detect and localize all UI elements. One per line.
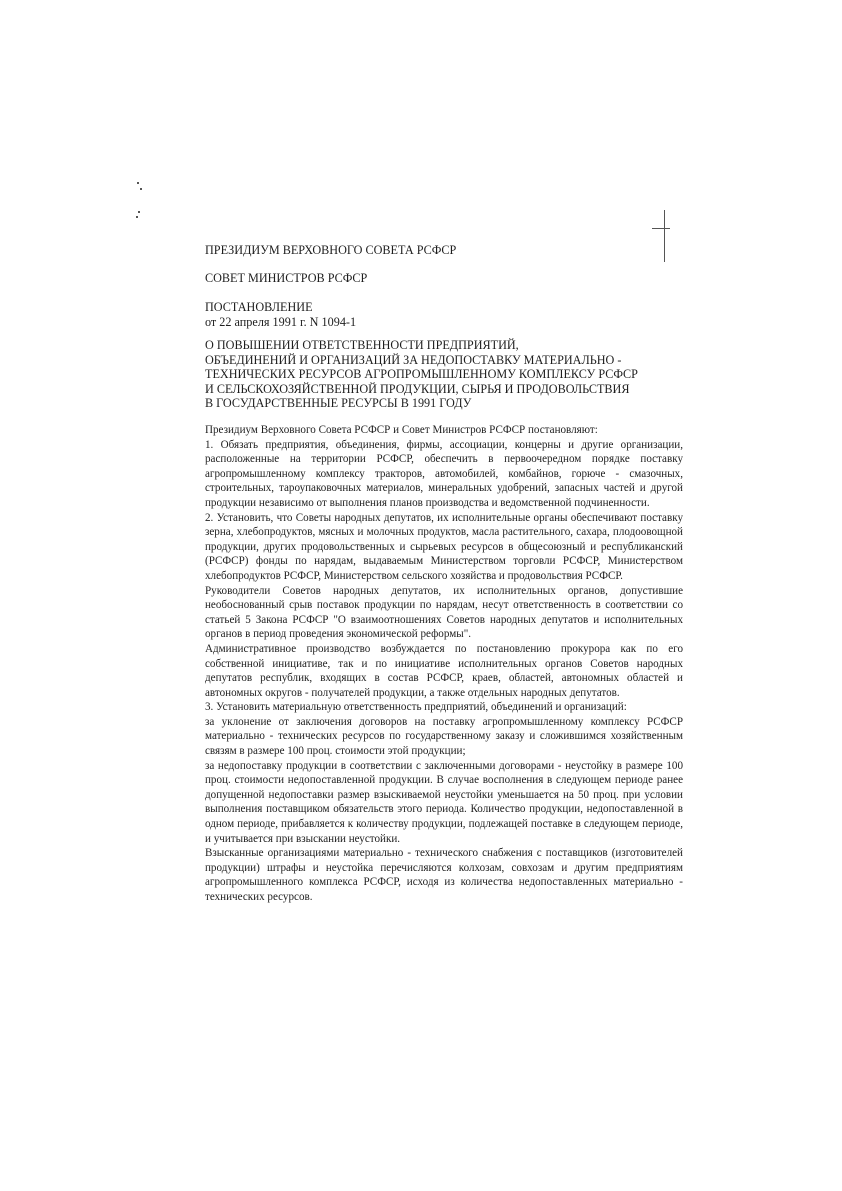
paragraph: Административное производство возбуждается по постановлению прокурора как по его собственной инициативе, так и по инициативе исполнительных органов Советов народных депутатов республик, входящих в состав РСФСР, краев, областей, автономных областей и автономных округов - получателей продукции, а также отдельных народных депутатов. [205, 642, 683, 699]
scan-speck [140, 188, 142, 190]
title-line: В ГОСУДАРСТВЕННЫЕ РЕСУРСЫ В 1991 ГОДУ [205, 396, 472, 411]
document-body [205, 423, 683, 905]
issuer-council-of-ministers: СОВЕТ МИНИСТРОВ РСФСР [205, 271, 368, 285]
paragraph-item-3: 3. Установить материальную ответственность предприятий, объединений и организаций: [205, 701, 627, 714]
title-line: О ПОВЫШЕНИИ ОТВЕТСТВЕННОСТИ ПРЕДПРИЯТИЙ, [205, 338, 519, 352]
handwritten-mark-horizontal [652, 228, 670, 229]
scan-speck [136, 216, 138, 218]
scan-speck [138, 211, 140, 213]
issuer-presidium: ПРЕЗИДИУМ ВЕРХОВНОГО СОВЕТА РСФСР [205, 243, 457, 257]
title-line: И СЕЛЬСКОХОЗЯЙСТВЕННОЙ ПРОДУКЦИИ, СЫРЬЯ И ПРОДОВОЛЬСТВИЯ [205, 381, 630, 396]
paragraph: Взысканные организациями материально - технического снабжения с поставщиков (изготовителей продукции) штрафы и неустойка перечисляются колхозам, совхозам и другим предприятиям агропромышленного комплекса РСФСР, исходя из количества недопоставленных материально - технических ресурсов. [205, 847, 683, 903]
paragraph-item-1: 1. Обязать предприятия, объединения, фирмы, ассоциации, концерны и другие организации, расположенные на территории РСФСР, обеспечить в первоочередном порядке поставку агропромышленному комплексу тракторов, автомобилей, комбайнов, горюче - смазочных, строительных, тароупаковочных материалов, минеральных удобрений, запасных частей и другой продукции независимо от выполнения планов производства и ведомственной подчиненности. [205, 438, 683, 509]
paragraph: за недопоставку продукции в соответствии с заключенными договорами - неустойку в размере 100 проц. стоимости недопоставленной продукции. В случае восполнения в следующем периоде ранее допущенной недопоставки размер взыскиваемой неустойки уменьшается на 50 проц. при условии выполнения поставщиком обязательств этого периода. Количество продукции, недопоставленной в одном периоде, прибавляется к количеству продукции, подлежащей поставке в следующем периоде, и учитывается при взыскании неустойки. [205, 759, 683, 845]
title-line: ТЕХНИЧЕСКИХ РЕСУРСОВ АГРОПРОМЫШЛЕННОМУ КОМПЛЕКСУ РСФСР [205, 367, 638, 382]
title-line: ОБЪЕДИНЕНИЙ И ОРГАНИЗАЦИЙ ЗА НЕДОПОСТАВКУ МАТЕРИАЛЬНО - [205, 352, 622, 367]
document-title [205, 338, 685, 411]
handwritten-mark-vertical [664, 210, 665, 262]
scan-speck [137, 182, 139, 184]
paragraph: Руководители Советов народных депутатов, их исполнительных органов, допустившие необоснованный срыв поставок продукции по нарядам, несут ответственность в соответствии со статьей 5 Закона РСФСР "О взаимоотношениях Советов народных депутатов и исполнительных органов в период проведения экономической реформы". [205, 584, 683, 641]
document-date: от 22 апреля 1991 г. N 1094-1 [205, 315, 357, 329]
paragraph-item-2: 2. Установить, что Советы народных депутатов, их исполнительные органы обеспечивают поставку зерна, хлебопродуктов, мясных и молочных продуктов, масла растительного, сахара, плодоовощной продукции, других продовольственных и сырьевых ресурсов в общесоюзный и республиканский (РСФСР) фонды по нарядам, выдаваемым Министерством торговли РСФСР, Министерством хлебопродуктов РСФСР, Министерством сельского хозяйства и продовольствия РСФСР. [205, 511, 683, 582]
preamble: Президиум Верховного Совета РСФСР и Совет Министров РСФСР постановляют: [205, 424, 598, 436]
paragraph: за уклонение от заключения договоров на поставку агропромышленному комплексу РСФСР материально - технических ресурсов по государственному заказу и сложившимся хозяйственным связям в размере 100 проц. стоимости этой продукции; [205, 715, 683, 758]
document-type: ПОСТАНОВЛЕНИЕ [205, 300, 313, 314]
